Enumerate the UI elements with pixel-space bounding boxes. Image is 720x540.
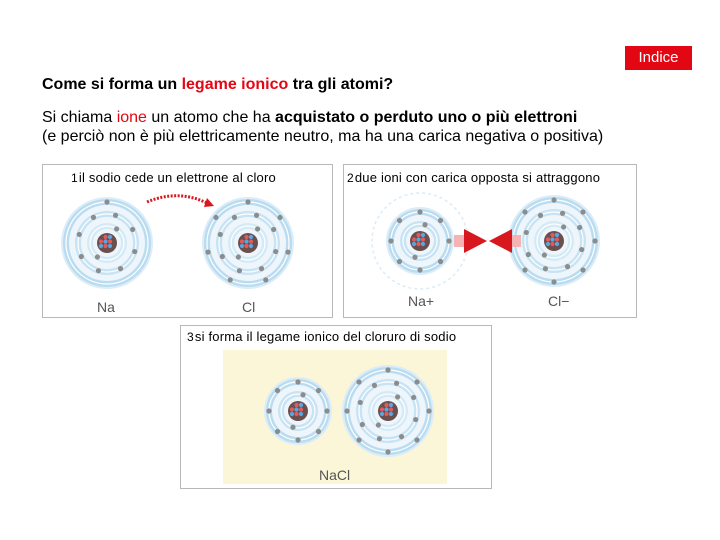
electron	[295, 437, 300, 442]
nucleon	[546, 242, 550, 246]
nucleon	[550, 233, 554, 237]
electron	[372, 383, 377, 388]
electron	[236, 254, 241, 259]
electron	[543, 266, 548, 271]
label-cl-ion: Cl−	[548, 293, 570, 309]
electron	[579, 247, 584, 252]
electron	[316, 429, 321, 434]
electron	[295, 379, 300, 384]
nucleon	[103, 235, 107, 239]
sodium-atom	[61, 197, 153, 289]
electron	[580, 209, 585, 214]
panel-sodium-gives-electron	[42, 164, 333, 318]
chloride-ion-bonded	[342, 365, 434, 457]
electron	[551, 197, 556, 202]
nucleon	[421, 237, 425, 241]
attraction-arrow-left	[489, 229, 512, 253]
electron	[245, 199, 250, 204]
electron	[237, 268, 242, 273]
panel-3-marker: 3	[187, 330, 194, 344]
panel-1-caption-text: il sodio cede un elettrone al cloro	[78, 170, 276, 185]
label-na: Na	[97, 299, 115, 315]
nucleon	[421, 233, 425, 237]
panel-2-atoms	[344, 165, 636, 317]
electron	[220, 254, 225, 259]
nucleon	[421, 242, 425, 246]
electron	[561, 224, 566, 229]
desc-text-2: un atomo che ha	[146, 109, 276, 126]
title-text-1: Come si forma un	[42, 76, 182, 93]
nucleon	[294, 412, 298, 416]
electron	[113, 213, 118, 218]
electron	[560, 211, 565, 216]
nucleon	[244, 235, 248, 239]
electron	[592, 238, 597, 243]
electron	[114, 226, 119, 231]
nucleon	[108, 235, 112, 239]
electron	[377, 436, 382, 441]
electron	[324, 408, 329, 413]
electron	[344, 408, 349, 413]
panel-2-marker: 2	[347, 171, 354, 185]
electron	[385, 449, 390, 454]
electron	[538, 213, 543, 218]
electron	[414, 379, 419, 384]
nucleon	[550, 237, 554, 241]
electron	[426, 408, 431, 413]
nucleon	[244, 244, 248, 248]
nucleon	[416, 233, 420, 237]
chloride-ion	[508, 195, 600, 287]
electron	[259, 266, 264, 271]
nucleon	[290, 412, 294, 416]
electron	[522, 267, 527, 272]
electron	[300, 392, 305, 397]
electron-transfer-arrow	[147, 196, 207, 203]
electron	[96, 268, 101, 273]
electron	[422, 222, 427, 227]
sodium-ion-bonded	[264, 377, 332, 445]
nucleon	[294, 403, 298, 407]
electron	[411, 395, 416, 400]
label-nacl: NaCl	[319, 467, 351, 483]
electron	[273, 249, 278, 254]
panel-3-atoms	[181, 326, 491, 488]
electron	[275, 388, 280, 393]
nucleon	[389, 403, 393, 407]
electron	[417, 267, 422, 272]
electron	[565, 264, 570, 269]
electron	[385, 367, 390, 372]
panel-2-caption-text: due ioni con carica opposta si attraggono	[354, 170, 601, 185]
nucleon	[384, 412, 388, 416]
nucleon	[99, 239, 103, 243]
desc-text-1: Si chiama	[42, 109, 117, 126]
nucleon	[380, 412, 384, 416]
transfer-arrowhead	[204, 198, 214, 207]
title-highlight: legame ionico	[181, 76, 289, 93]
index-button[interactable]: Indice	[625, 46, 692, 70]
chlorine-atom	[202, 197, 294, 289]
panel-ions-attract	[343, 164, 637, 318]
nucleon	[412, 242, 416, 246]
sodium-ion	[386, 207, 454, 275]
electron	[271, 227, 276, 232]
electron	[91, 215, 96, 220]
nucleon	[412, 237, 416, 241]
electron	[290, 425, 295, 430]
electron	[446, 238, 451, 243]
attraction-arrow-right	[464, 229, 487, 253]
electron	[394, 381, 399, 386]
nucleon	[389, 407, 393, 411]
electron	[360, 422, 365, 427]
electron	[399, 434, 404, 439]
electron	[526, 252, 531, 257]
electron	[522, 209, 527, 214]
electron	[254, 213, 259, 218]
electron	[266, 408, 271, 413]
title-text-2: tra gli atomi?	[288, 76, 394, 93]
electron	[577, 225, 582, 230]
electron	[218, 232, 223, 237]
nucleon	[555, 242, 559, 246]
nucleon	[299, 412, 303, 416]
electron	[213, 215, 218, 220]
label-na-ion: Na+	[408, 293, 435, 309]
nucleon	[299, 407, 303, 411]
electron	[356, 379, 361, 384]
electron	[417, 209, 422, 214]
panel-1-marker: 1	[71, 171, 78, 185]
electron	[285, 250, 290, 255]
nucleon	[416, 242, 420, 246]
electron	[388, 238, 393, 243]
electron	[524, 230, 529, 235]
page-title	[42, 76, 393, 94]
electron	[77, 232, 82, 237]
nucleon	[240, 239, 244, 243]
nucleon	[108, 244, 112, 248]
electron	[228, 277, 233, 282]
nucleon	[550, 242, 554, 246]
desc-highlight-ione: ione	[116, 109, 147, 126]
electron	[551, 279, 556, 284]
nucleon	[555, 233, 559, 237]
electron	[542, 252, 547, 257]
electron	[277, 215, 282, 220]
nucleon	[108, 239, 112, 243]
electron	[358, 400, 363, 405]
panel-ionic-bond	[180, 325, 492, 489]
electron	[376, 422, 381, 427]
electron	[232, 215, 237, 220]
nucleon	[299, 403, 303, 407]
electron	[132, 249, 137, 254]
electron	[118, 266, 123, 271]
electron	[412, 255, 417, 260]
nucleon	[290, 407, 294, 411]
nucleon	[103, 239, 107, 243]
nucleon	[244, 239, 248, 243]
nucleon	[294, 407, 298, 411]
electron	[275, 429, 280, 434]
nucleon	[103, 244, 107, 248]
electron	[414, 437, 419, 442]
electron	[356, 437, 361, 442]
nucleon	[389, 412, 393, 416]
nucleon	[249, 244, 253, 248]
nucleon	[240, 244, 244, 248]
nucleon	[416, 237, 420, 241]
electron	[316, 388, 321, 393]
nucleon	[99, 244, 103, 248]
desc-bold: acquistato o perduto uno o più elettroni	[275, 109, 578, 126]
electron	[263, 277, 268, 282]
nucleon	[555, 237, 559, 241]
electron	[95, 254, 100, 259]
electron	[438, 259, 443, 264]
description	[42, 108, 603, 146]
electron	[104, 199, 109, 204]
description-line-1	[42, 108, 603, 127]
electron	[255, 226, 260, 231]
electron	[130, 227, 135, 232]
nucleon	[249, 235, 253, 239]
electron	[395, 394, 400, 399]
nucleon	[546, 237, 550, 241]
electron	[413, 417, 418, 422]
electron	[580, 267, 585, 272]
electron	[397, 218, 402, 223]
nucleon	[384, 403, 388, 407]
panel-1-atoms	[43, 165, 332, 317]
electron	[438, 218, 443, 223]
description-line-2: (e perciò non è più elettricamente neutro, ma ha una carica negativa o positiva)	[42, 128, 604, 145]
electron	[397, 259, 402, 264]
panel-3-caption-text: si forma il legame ionico del cloruro di sodio	[194, 329, 457, 344]
electron	[79, 254, 84, 259]
nucleon	[249, 239, 253, 243]
nucleon	[384, 407, 388, 411]
electron	[205, 250, 210, 255]
label-cl: Cl	[242, 299, 256, 315]
nucleon	[380, 407, 384, 411]
